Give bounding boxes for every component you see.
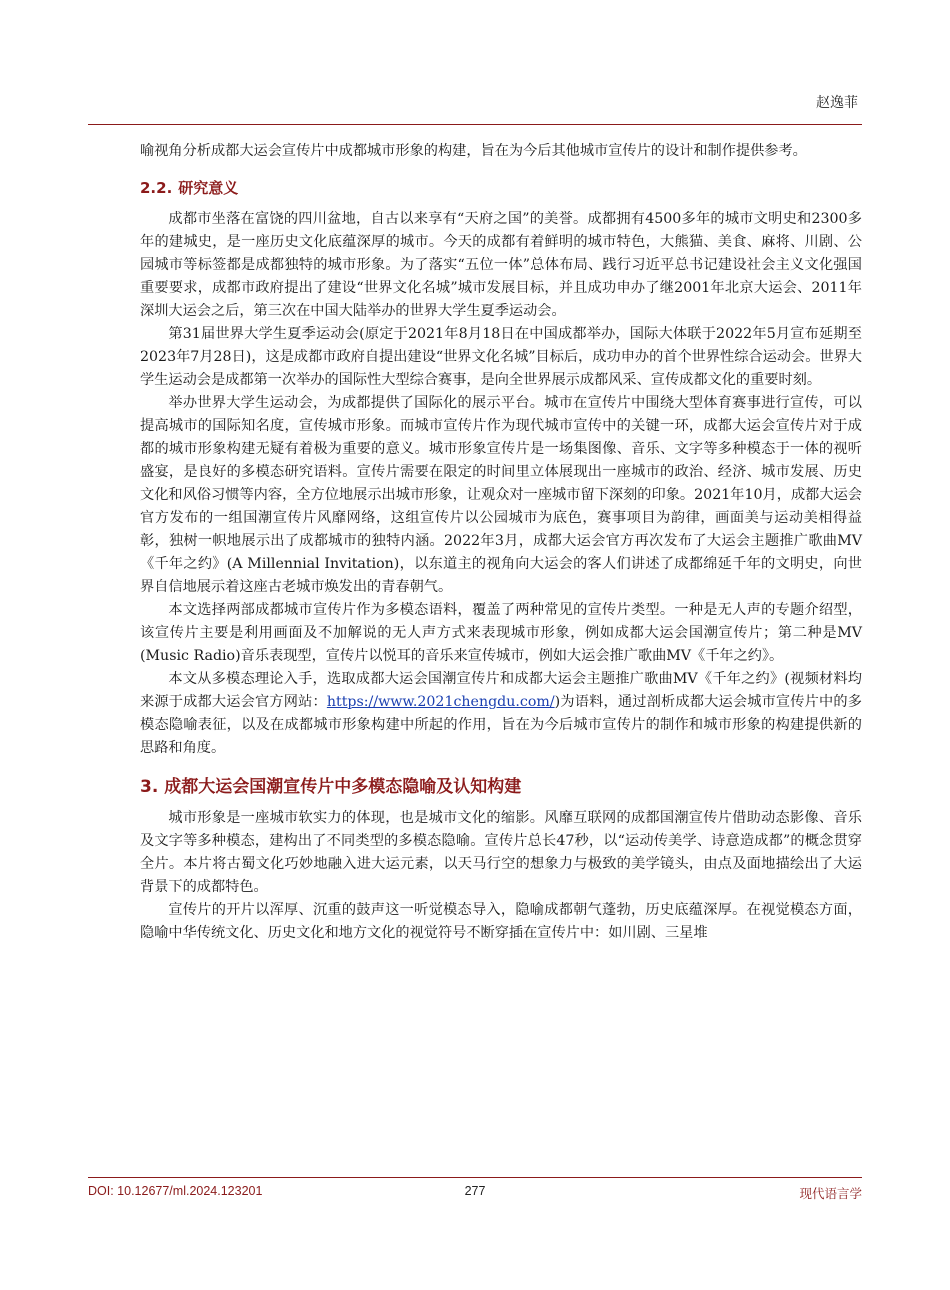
page-number: 277 <box>464 1184 486 1198</box>
section-title: 研究意义 <box>178 179 239 197</box>
section-title: 成都大运会国潮宣传片中多模态隐喻及认知构建 <box>164 777 522 797</box>
section-number: 3. <box>140 777 159 797</box>
section-number: 2.2. <box>140 179 173 197</box>
paragraph: 本文选择两部成都城市宣传片作为多模态语料，覆盖了两种常见的宣传片类型。一种是无人声的专题介绍型，该宣传片主要是利用画面及不加解说的无人声方式来表现城市形象，例如成都大运会国潮宣传片；第二种是MV (Music Radio)音乐表现型，宣传片以悦耳的音乐来宣传城市，例如大运会推广歌曲MV《千年之约》。 <box>140 602 862 664</box>
footer-rule <box>88 1177 862 1178</box>
website-link[interactable]: https://www.2021chengdu.com/ <box>326 694 555 710</box>
paragraph: 城市形象是一座城市软实力的体现，也是城市文化的缩影。风靡互联网的成都国潮宣传片借助动态影像、音乐及文字等多种模态，建构出了不同类型的多模态隐喻。宣传片总长47秒，以“运动传美学、诗意造成都”的概念贯穿全片。本片将古蜀文化巧妙地融入进大运元素，以天马行空的想象力与极致的美学镜头，由点及面地描绘出了大运背景下的成都特色。 <box>140 810 862 895</box>
paragraph: 第31届世界大学生夏季运动会(原定于2021年8月18日在中国成都举办，国际大体联于2022年5月宣布延期至2023年7月28日)，这是成都市政府自提出建设“世界文化名城”目标后，成功申办的首个世界性综合运动会。世界大学生运动会是成都第一次举办的国际性大型综合赛事，是向全世界展示成都风采、宣传成都文化的重要时刻。 <box>140 326 862 388</box>
paragraph: 宣传片的开片以浑厚、沉重的鼓声这一听觉模态导入，隐喻成都朝气蓬勃，历史底蕴深厚。在视觉模态方面，隐喻中华传统文化、历史文化和地方文化的视觉符号不断穿插在宣传片中：如川剧、三星堆 <box>140 902 862 941</box>
paragraph-text: )为语料，通过剖析成都大运会城市宣传片中的多模态隐喻表征，以及在成都城市形象构建中所起的作用，旨在为今后城市宣传片的制作和城市形象的构建提供新的思路和角度。 <box>140 694 862 756</box>
section-heading-3 <box>140 772 862 797</box>
paragraph-continued: 喻视角分析成都大运会宣传片中成都城市形象的构建，旨在为今后其他城市宣传片的设计和制作提供参考。 <box>140 143 807 159</box>
paragraph-text: 本文从多模态理论入手，选取成都大运会国潮宣传片和成都大运会主题推广歌曲MV《千年之约》(视频材料均来源于成都大运会官方网站： <box>140 671 862 710</box>
article-body <box>140 140 862 945</box>
header-rule <box>88 124 862 125</box>
doi-link[interactable]: DOI: 10.12677/ml.2024.123201 <box>88 1184 263 1198</box>
running-header-author: 赵逸菲 <box>816 95 858 111</box>
paragraph: 成都市坐落在富饶的四川盆地，自古以来享有“天府之国”的美誉。成都拥有4500多年的城市文明史和2300多年的建城史，是一座历史文化底蕴深厚的城市。今天的成都有着鲜明的城市特色，大熊猫、美食、麻将、川剧、公园城市等标签都是成都独特的城市形象。为了落实“五位一体”总体布局、践行习近平总书记建设社会主义文化强国重要要求，成都市政府提出了建设“世界文化名城”城市发展目标，并且成功申办了继2001年北京大运会、2011年深圳大运会之后，第三次在中国大陆举办的世界大学生夏季运动会。 <box>140 211 862 319</box>
paragraph: 举办世界大学生运动会，为成都提供了国际化的展示平台。城市在宣传片中围绕大型体育赛事进行宣传，可以提高城市的国际知名度，宣传城市形象。而城市宣传片作为现代城市宣传中的关键一环，成都大运会宣传片对于成都的城市形象构建无疑有着极为重要的意义。城市形象宣传片是一场集图像、音乐、文字等多种模态于一体的视听盛宴，是良好的多模态研究语料。宣传片需要在限定的时间里立体展现出一座城市的政治、经济、城市发展、历史文化和风俗习惯等内容，全方位地展示出城市形象，让观众对一座城市留下深刻的印象。2021年10月，成都大运会官方发布的一组国潮宣传片风靡网络，这组宣传片以公园城市为底色，赛事项目为韵律，画面美与运动美相得益彰，独树一帜地展示出了成都城市的独特内涵。2022年3月，成都大运会官方再次发布了大运会主题推广歌曲MV《千年之约》(A Millennial Invitation)，以东道主的视角向大运会的客人们讲述了成都绵延千年的文明史，向世界自信地展示着这座古老城市焕发出的青春朝气。 <box>140 395 862 595</box>
section-heading-2-2 <box>140 177 862 198</box>
paragraph-with-link <box>140 668 862 760</box>
journal-name: 现代语言学 <box>799 1187 862 1201</box>
